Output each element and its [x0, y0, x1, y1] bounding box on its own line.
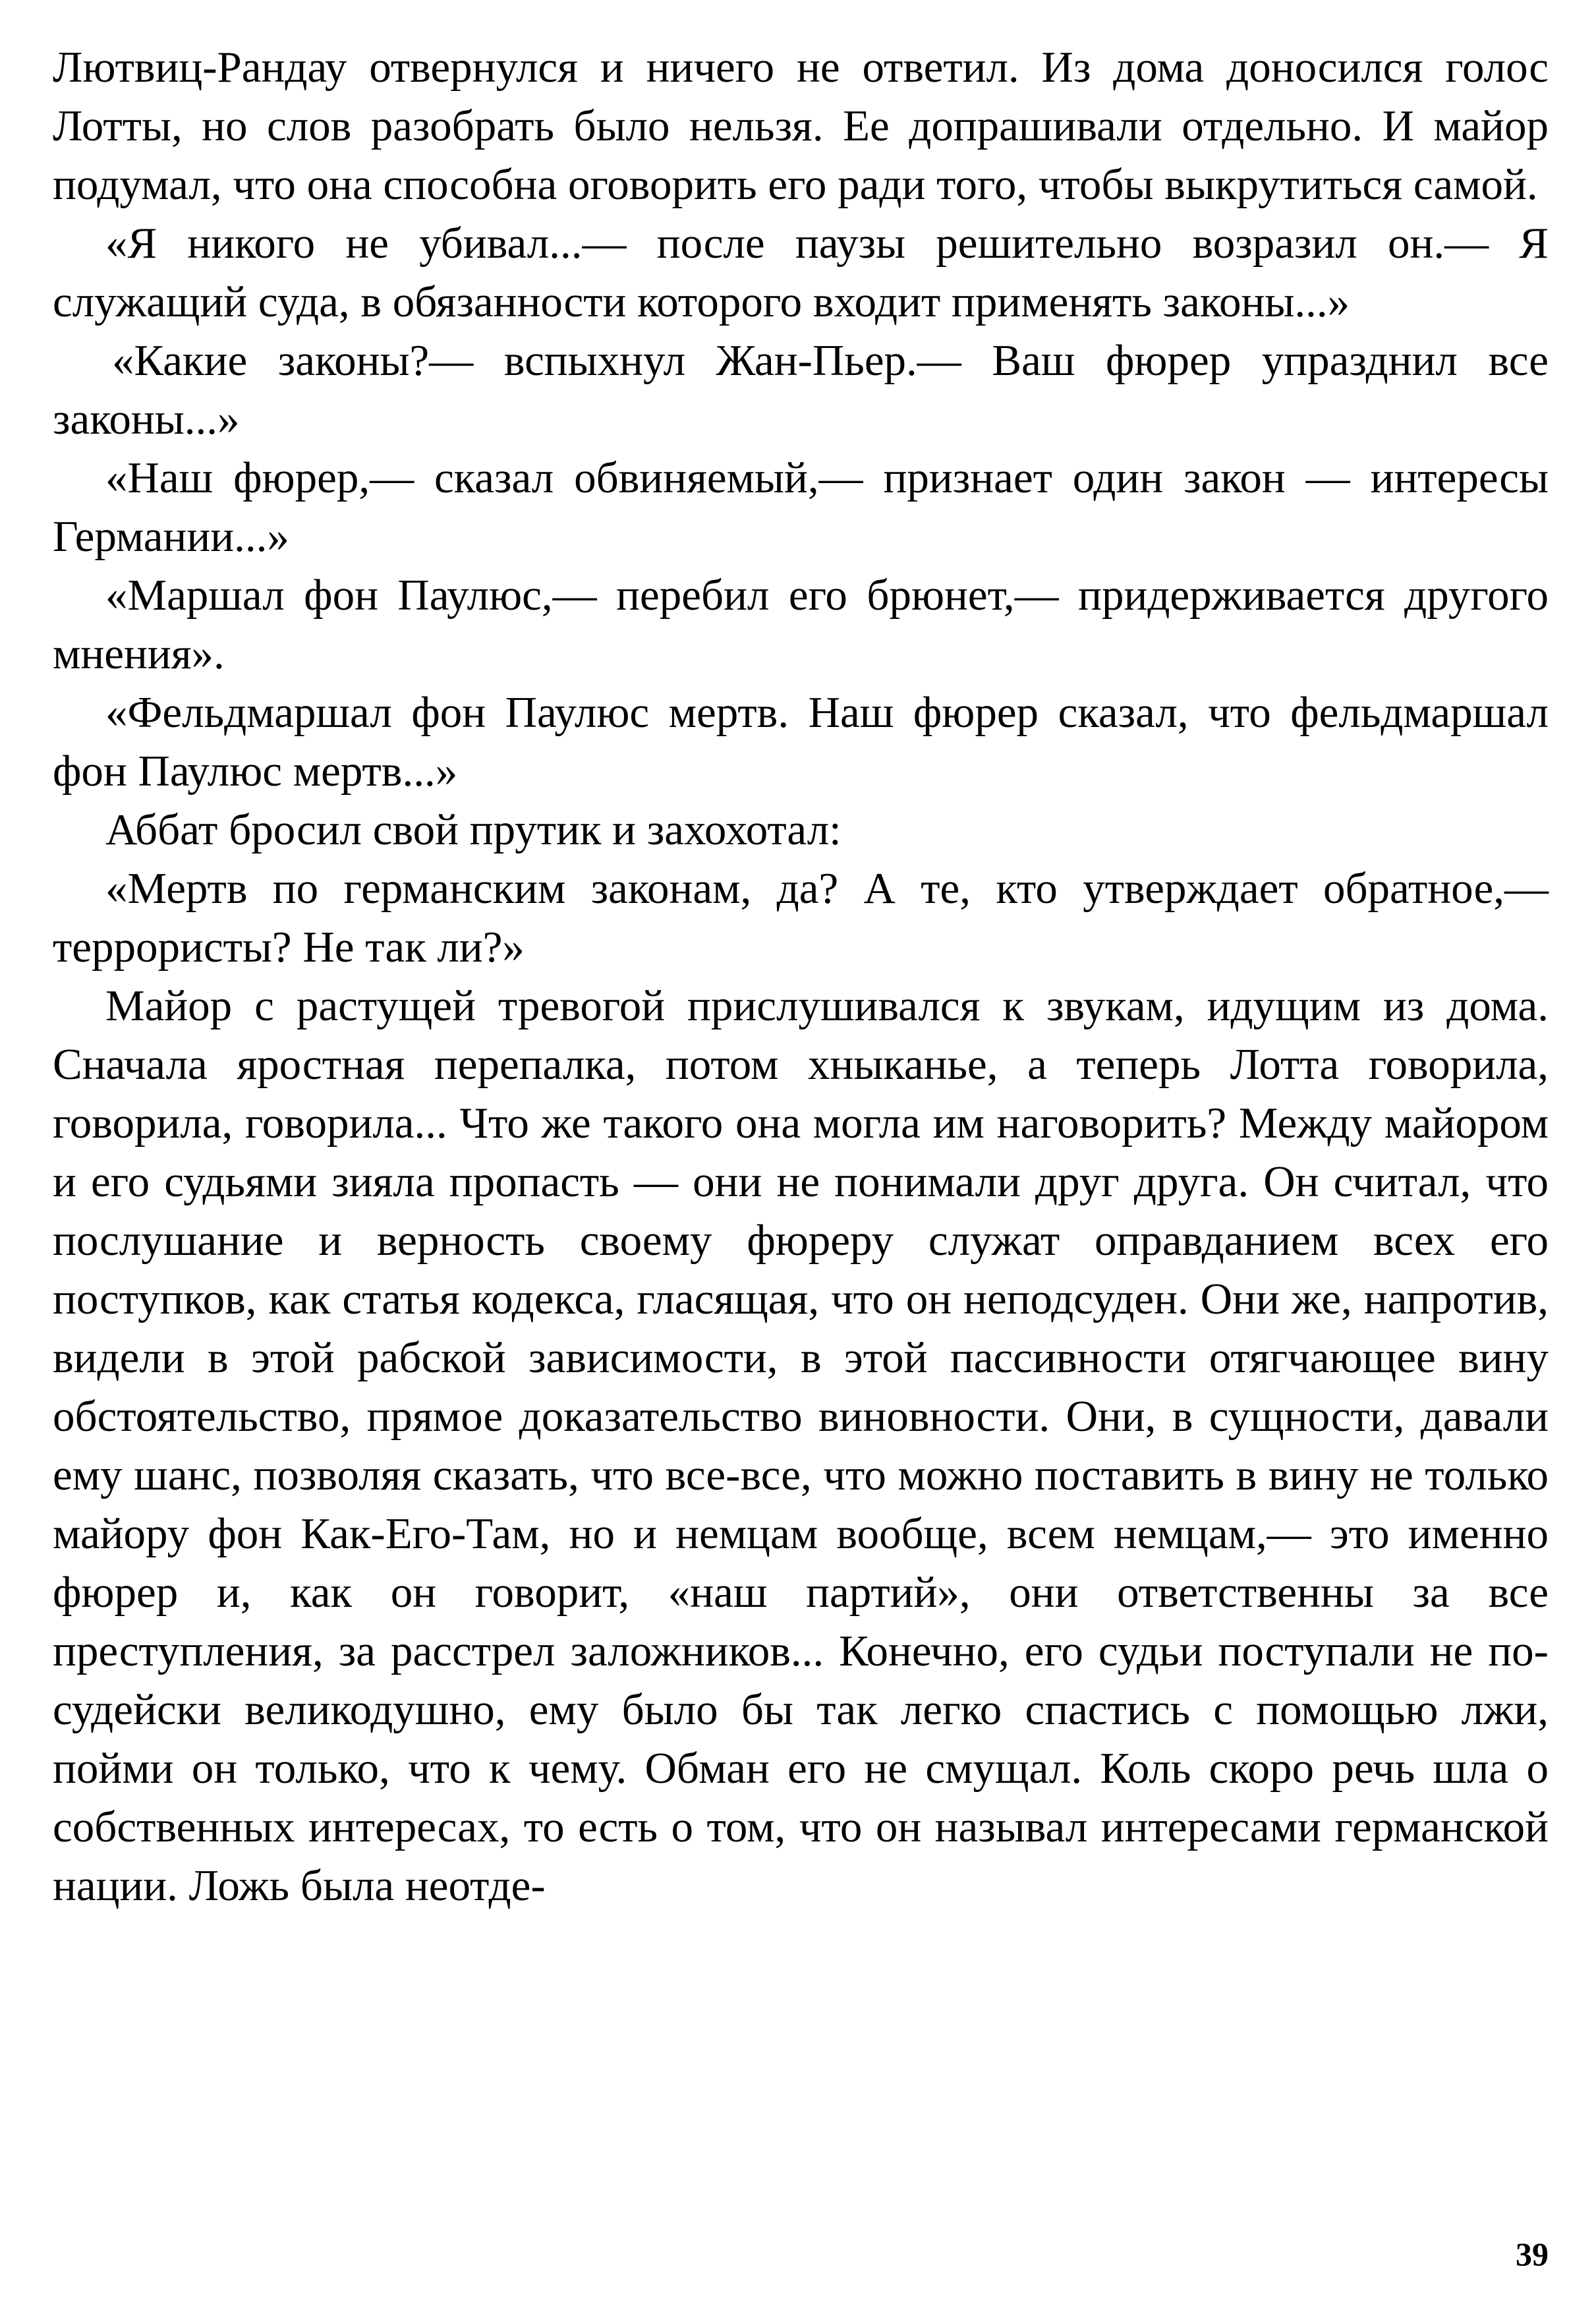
paragraph: Аббат бросил свой прутик и захохотал:: [105, 805, 841, 854]
paragraph: Лютвиц-Рандау отвернулся и ничего не ответил. Из дома доносился голос Лотты, но слов разобрать было нельзя. Ее допрашивали отдельно. И майор подумал, что она способна оговорить его ради того, чтобы выкрутиться самой.: [53, 43, 1549, 209]
paragraph: «Мертв по германским законам, да? А те, кто утверждает обратное,— террористы? Не так ли?»: [53, 864, 1549, 971]
paragraph: «Я никого не убивал...— после паузы решительно возразил он.— Я служащий суда, в обязанности которого входит применять законы...»: [53, 219, 1549, 326]
paragraph: Майор с растущей тревогой прислушивался к звукам, идущим из дома. Сначала яростная перепалка, потом хныканье, а теперь Лотта говорила, говорила, говорила... Что же такого она могла им наговорить? Между майором и его судьями зияла пропасть — они не понимали друг друга. Он считал, что послушание и верность своему фюреру служат оправданием всех его поступков, как статья кодекса, гласящая, что он неподсуден. Они же, напротив, видели в этой рабской зависимости, в этой пассивности отягчающее вину обстоятельство, прямое доказательство виновности. Они, в сущности, давали ему шанс, позволяя сказать, что все-все, что можно поставить в вину не только майору фон Как-Его-Там, но и немцам вообще, всем немцам,— это именно фюрер и, как он говорит, «наш партий», они ответственны за все преступления, за расстрел заложников... Конечно, его судьи поступали не по-судейски великодушно, ему было бы так легко спастись с помощью лжи, пойми он только, что к чему. Обман его не смущал. Коль скоро речь шла о собственных интересах, то есть о том, что он называл интересами германской нации. Ложь была неотде-: [53, 981, 1549, 1910]
paragraph: «Фельдмаршал фон Паулюс мертв. Наш фюрер сказал, что фельдмаршал фон Паулюс мертв...»: [53, 688, 1549, 796]
paragraph: «Какие законы?— вспыхнул Жан-Пьер.— Ваш фюрер упразднил все законы...»: [53, 336, 1549, 444]
book-page: [53, 38, 1549, 1915]
paragraph: «Наш фюрер,— сказал обвиняемый,— признает один закон — интересы Германии...»: [53, 453, 1549, 561]
page-number: 39: [1516, 2236, 1549, 2273]
paragraph: «Маршал фон Паулюс,— перебил его брюнет,— придерживается другого мнения».: [53, 571, 1549, 678]
